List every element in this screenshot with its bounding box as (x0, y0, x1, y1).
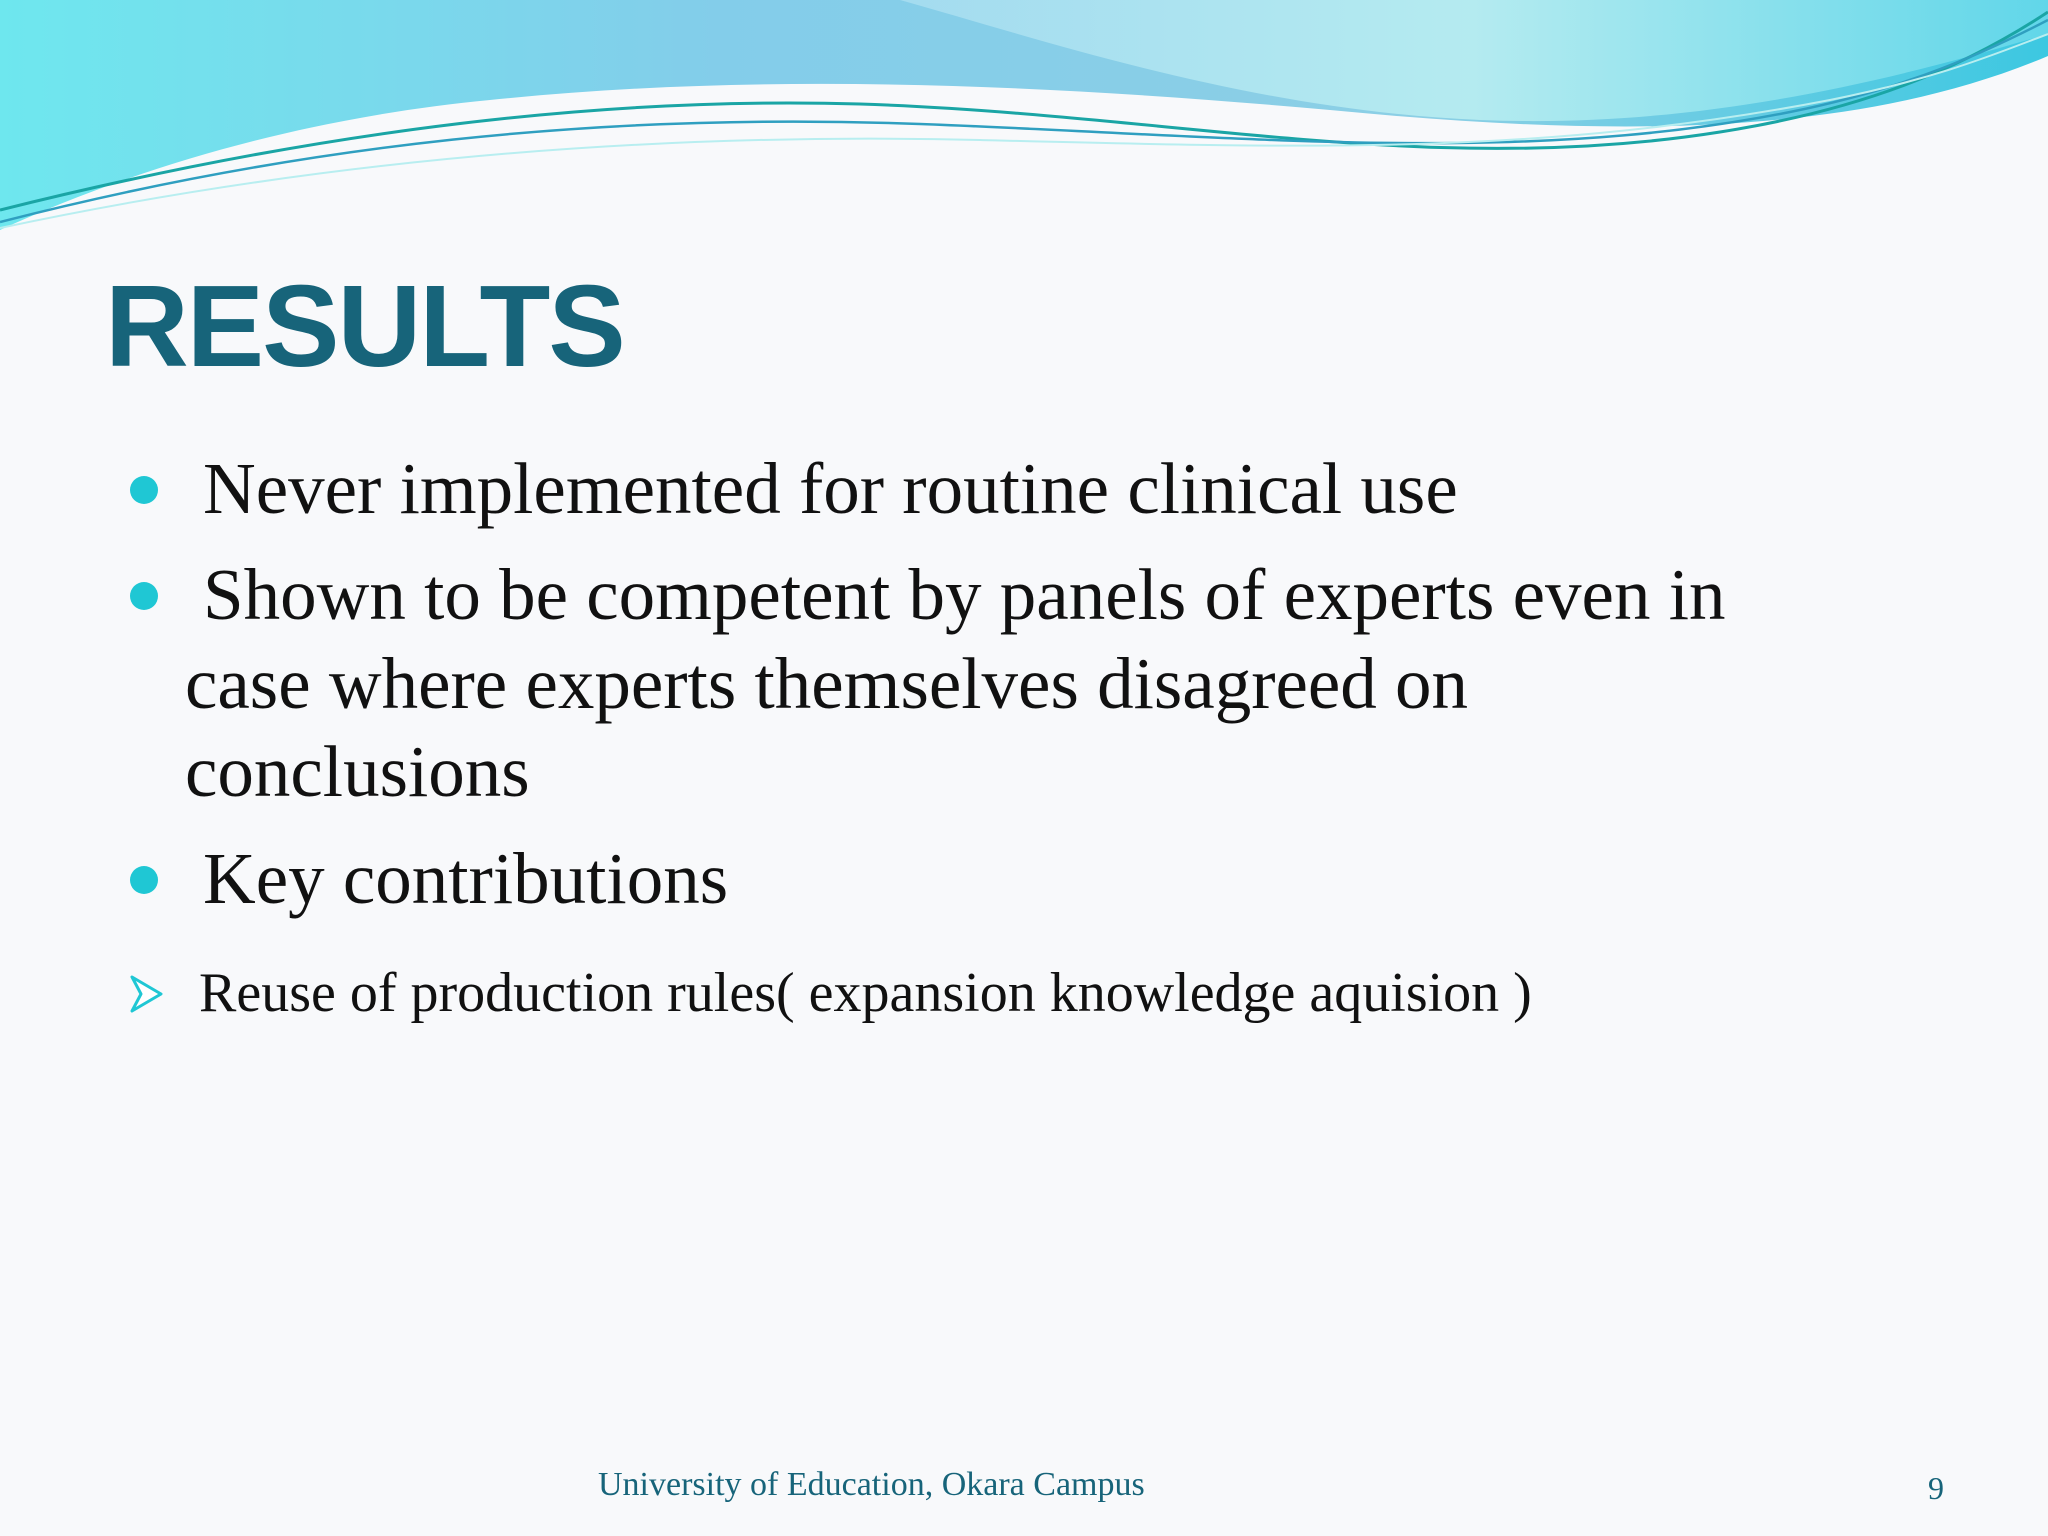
footer-text: University of Education, Okara Campus (598, 1466, 1145, 1503)
bullet-dot-icon (130, 476, 158, 504)
page-number: 9 (1928, 1470, 1944, 1506)
bullet-line: Key contributions (203, 838, 729, 919)
arrow-bullet-icon (130, 975, 164, 1013)
bullet-dot-icon (130, 866, 158, 894)
bullet-dot-icon (130, 582, 158, 610)
slide-title: RESULTS (105, 261, 624, 391)
bullet-line: conclusions (185, 731, 530, 812)
bullet-line: Shown to be competent by panels of experts even in (203, 554, 1726, 635)
bullet-line: case where experts themselves disagreed on (185, 643, 1469, 724)
bullet-line: Never implemented for routine clinical use (203, 448, 1458, 529)
sub-bullet-text: Reuse of production rules( expansion knowledge aquision ) (199, 962, 1532, 1024)
